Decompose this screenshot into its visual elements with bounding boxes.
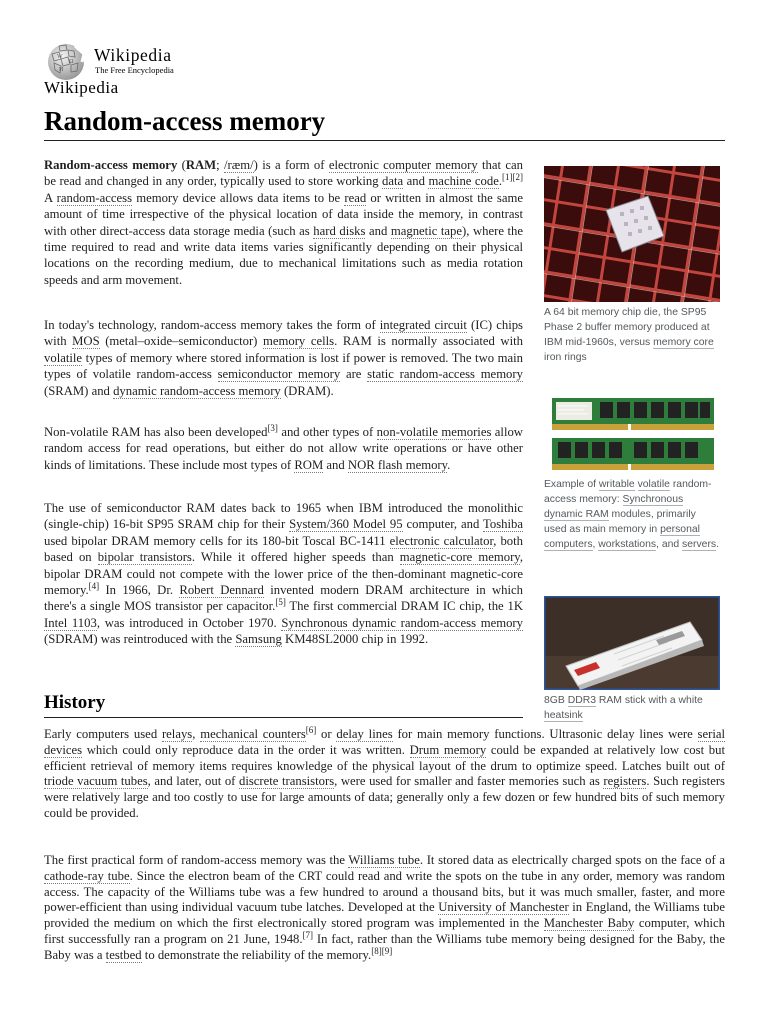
svg-text:W: W: [57, 54, 63, 60]
link-mos[interactable]: MOS: [72, 334, 100, 349]
sdram-modules-image[interactable]: [544, 394, 720, 474]
link-magnetic-tape[interactable]: magnetic tape: [390, 223, 463, 238]
link-intel-1103[interactable]: Intel 1103: [44, 615, 97, 630]
citation-4[interactable]: [4]: [88, 580, 100, 591]
history-paragraph-1: Early computers used relays, mechanical counters[6] or delay lines for main memory functions. Ultrasonic delay lines were serial devices which could only reproduce data in the order it was written. Drum memory could be expanded at relatively low cost but efficient retrieval of memory items requires knowledge of the physical layout of the drum to optimize speed. Latches built out of triode vacuum tubes, and later, out of discrete transistors, were used for smaller and faster memories such as registers. Such registers were relatively large and too costly to use for large amounts of data; generally only a few dozen or few hundred bits of such memory could be provided.: [44, 724, 726, 820]
link-personal-computers[interactable]: personal computers: [544, 524, 700, 550]
link-memory-core[interactable]: memory core: [653, 337, 714, 348]
section-heading-history: History: [44, 692, 106, 713]
link-ddr3[interactable]: DDR3: [567, 695, 596, 706]
term-bold: Random-access memory: [44, 158, 178, 172]
link-data[interactable]: data: [382, 174, 404, 189]
title-divider: [44, 140, 725, 141]
link-williams-tube[interactable]: Williams tube: [348, 853, 420, 867]
link-synchronous-dynamic-ram[interactable]: Synchronous dynamic RAM: [544, 494, 684, 520]
link-dram[interactable]: dynamic random-access memory: [113, 383, 281, 398]
figure-caption-sdram: Example of writable volatile random-access memory: Synchronous dynamic RAM modules, primarily used as main memory in personal computers, workstations, and servers.: [544, 479, 720, 550]
figure-memory-chip: [544, 166, 720, 365]
link-bipolar-transistors[interactable]: bipolar transistors: [97, 550, 192, 565]
citation-2[interactable]: [2]: [512, 172, 523, 183]
link-random-access[interactable]: random-access: [56, 190, 133, 205]
link-hard-disks[interactable]: hard disks: [313, 223, 366, 238]
memory-chip-image[interactable]: [544, 166, 720, 302]
citation-5[interactable]: [5]: [275, 597, 286, 608]
citation-7[interactable]: [7]: [302, 929, 314, 940]
figure-ddr3-stick: [544, 596, 720, 723]
wikipedia-wordmark: Wikipedia: [94, 45, 172, 65]
link-semiconductor-memory[interactable]: semiconductor memory: [217, 367, 341, 382]
history-divider: [44, 717, 523, 718]
link-nor-flash-memory[interactable]: NOR flash memory: [347, 457, 448, 472]
link-manchester-baby[interactable]: Manchester Baby: [543, 916, 635, 931]
figure-caption-ddr3: 8GB DDR3 RAM stick with a white heatsink: [544, 695, 703, 721]
citation-9[interactable]: [9]: [381, 945, 393, 956]
link-memory-cells[interactable]: memory cells: [262, 334, 335, 349]
citation-8[interactable]: [8]: [371, 945, 382, 956]
link-drum-memory[interactable]: Drum memory: [409, 742, 487, 757]
link-workstations[interactable]: workstations: [598, 539, 657, 550]
link-non-volatile-memories[interactable]: non-volatile memories: [376, 425, 492, 439]
link-toshiba[interactable]: Toshiba: [483, 517, 523, 532]
page-title: Random-access memory: [44, 106, 326, 136]
citation-6[interactable]: [6]: [305, 724, 317, 735]
svg-text:И: И: [59, 67, 64, 73]
intro-paragraph-4: The use of semiconductor RAM dates back to 1965 when IBM introduced the monolithic (single-chip) 16-bit SP95 SRAM chip for their System/360 Model 95 computer, and Toshiba used bipolar DRAM memory cells for its 180-bit Toscal BC-1411 electronic calculator, both based on bipolar transistors. While it offered higher speeds than magnetic-core memory, bipolar DRAM could not compete with the lower price of the then-dominant magnetic-core memory.[4] In 1966, Dr. Robert Dennard invented modern DRAM architecture in which there's a single MOS transistor per capacitor.[5] The first commercial DRAM IC chip, the 1K Intel 1103, was introduced in October 1970. Synchronous dynamic random-access memory (SDRAM) was reintroduced with the Samsung KM48SL2000 chip in 1992.: [44, 501, 524, 647]
link-serial-devices[interactable]: serial devices: [44, 727, 726, 757]
link-electronic-calculator[interactable]: electronic calculator: [389, 533, 494, 548]
wikipedia-globe-icon: [44, 42, 88, 82]
link-volatile-caption[interactable]: volatile: [637, 479, 670, 490]
ipa-pronunciation[interactable]: /ræm/: [224, 158, 254, 172]
link-sram[interactable]: static random-access memory: [367, 367, 523, 382]
link-mechanical-counters[interactable]: mechanical counters: [200, 727, 306, 741]
intro-paragraph-2: In today's technology, random-access memory takes the form of integrated circuit (IC) chips with MOS (metal–oxide–semiconductor) memory cells. RAM is normally associated with volatile types of memory where stored information is lost if power is removed. The two main types of volatile random-access semiconductor memory are static random-access memory (SRAM) and dynamic random-access memory (DRAM).: [44, 318, 523, 398]
svg-text:Ω: Ω: [69, 59, 74, 65]
link-testbed[interactable]: testbed: [105, 947, 142, 962]
link-writable[interactable]: writable: [598, 479, 635, 490]
link-discrete-transistors[interactable]: discrete transistors: [238, 774, 335, 789]
link-machine-code[interactable]: machine code: [428, 174, 499, 189]
wikipedia-logo[interactable]: [44, 42, 244, 98]
citation-1[interactable]: [1]: [502, 172, 513, 183]
link-integrated-circuit[interactable]: integrated circuit: [379, 318, 467, 332]
link-volatile[interactable]: volatile: [44, 350, 83, 365]
link-samsung[interactable]: Samsung: [235, 632, 282, 647]
link-university-of-manchester[interactable]: University of Manchester: [438, 900, 569, 915]
link-relays[interactable]: relays: [161, 727, 193, 741]
link-rom[interactable]: ROM: [294, 457, 324, 472]
link-triode-vacuum-tubes[interactable]: triode vacuum tubes: [44, 774, 148, 789]
citation-3[interactable]: [3]: [267, 422, 278, 433]
link-servers[interactable]: servers: [682, 539, 717, 550]
link-cathode-ray-tube[interactable]: cathode-ray tube: [44, 868, 130, 883]
link-robert-dennard[interactable]: Robert Dennard: [179, 583, 264, 598]
link-registers[interactable]: registers: [603, 774, 647, 789]
link-magnetic-core-memory[interactable]: magnetic-core memory: [399, 550, 520, 565]
link-electronic-computer-memory[interactable]: electronic computer memory: [328, 158, 478, 172]
link-sdram[interactable]: Synchronous dynamic random-access memory: [281, 615, 524, 630]
link-delay-lines[interactable]: delay lines: [336, 727, 393, 741]
figure-caption-memory-chip: A 64 bit memory chip die, the SP95 Phase 2 buffer memory produced at IBM mid-1960s, versus memory core iron rings: [544, 307, 714, 363]
ddr3-stick-image[interactable]: [544, 596, 720, 690]
wikipedia-wordmark-secondary: Wikipedia: [44, 78, 119, 97]
link-read[interactable]: read: [344, 190, 367, 205]
intro-paragraph-3: Non-volatile RAM has also been developed[3] and other types of non-volatile memories allow random access for read operations, but either do not allow write operations or have other kinds of limitations. These include most types of ROM and NOR flash memory.: [44, 422, 523, 472]
history-paragraph-2: The first practical form of random-access memory was the Williams tube. It stored data as electrically charged spots on the face of a cathode-ray tube. Since the electron beam of the CRT could read and write the spots on the tube in any order, memory was random access. The capacity of the Williams tube was a few hundred to around a thousand bits, but it was much smaller, faster, and more power-efficient than using individual vacuum tube latches. Developed at the University of Manchester in England, the Williams tube provided the medium on which the first electronically stored program was implemented in the Manchester Baby computer, which first successfully ran a program on 21 June, 1948.[7] In fact, rather than the Williams tube memory being designed for the Baby, the Baby was a testbed to demonstrate the reliability of the memory.[8][9]: [44, 853, 725, 962]
link-system-360-model-95[interactable]: System/360 Model 95: [289, 517, 403, 532]
link-heatsink[interactable]: heatsink: [544, 710, 583, 721]
wikipedia-tagline: The Free Encyclopedia: [95, 65, 174, 75]
abbr-bold: RAM: [185, 158, 217, 172]
figure-sdram-modules: [544, 394, 720, 552]
intro-paragraph-1: Random-access memory (RAM; /ræm/) is a form of electronic computer memory that can be read and changed in any order, typically used to store working data and machine code.[1][2] A random-access memory device allows data items to be read or written in almost the same amount of time irrespective of the physical location of data inside the memory, in contrast with other direct-access data storage media (such as hard disks and magnetic tape), where the time required to read and write data items varies significantly depending on their physical locations on the recording medium, due to mechanical limitations such as media rotation speeds and arm movement.: [44, 158, 523, 287]
